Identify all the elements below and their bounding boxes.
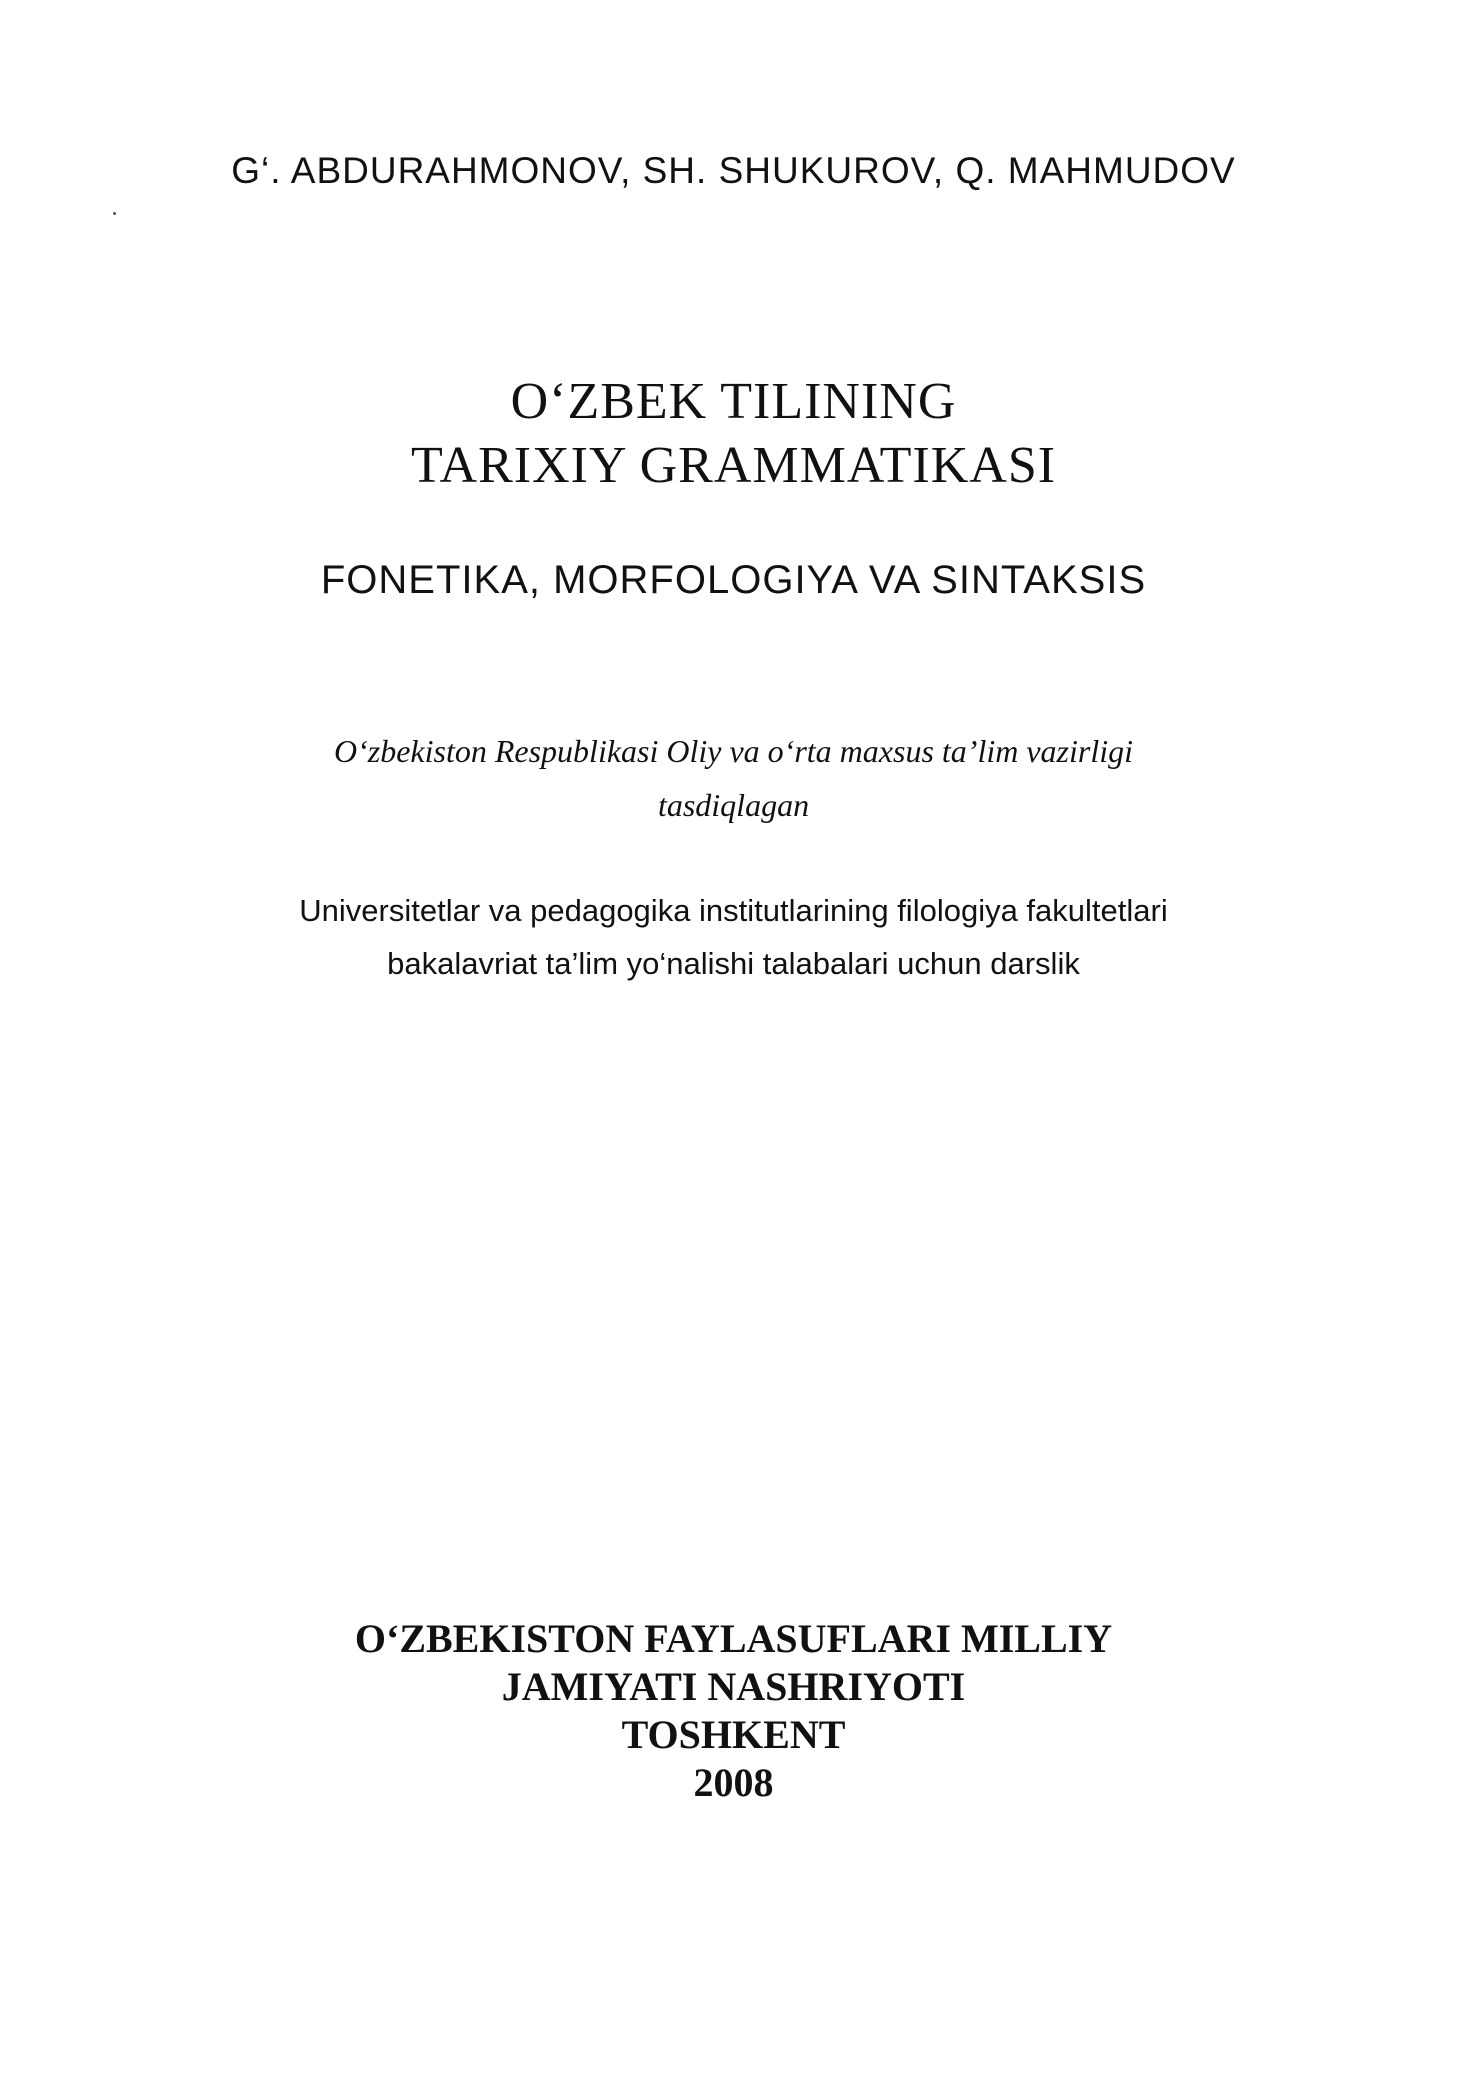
publisher-name-line-2: JAMIYATI NASHRIYOTI	[501, 1664, 966, 1709]
publisher-name-line-1: O‘ZBEKISTON FAYLASUFLARI MILLIY	[354, 1616, 1113, 1661]
publication-year: 2008	[693, 1760, 774, 1805]
authors-line: G‘. ABDURAHMONOV, SH. SHUKUROV, Q. MAHMUDOV	[231, 150, 1236, 191]
publication-city: TOSHKENT	[621, 1712, 846, 1757]
book-title-line-1: O‘ZBEK TILINING	[510, 373, 957, 430]
scan-speck	[113, 212, 116, 215]
approval-note-line-1: O‘zbekiston Respublikasi Oliy va o‘rta maxsus ta’lim vazirligi	[333, 733, 1133, 769]
book-subtitle: FONETIKA, MORFOLOGIYA VA SINTAKSIS	[320, 558, 1147, 602]
book-title-line-2: TARIXIY GRAMMATIKASI	[410, 437, 1057, 494]
approval-note-line-2: tasdiqlagan	[657, 787, 810, 823]
audience-note-line-1: Universitetlar va pedagogika institutlarining filologiya fakultetlari	[299, 893, 1168, 928]
audience-note-line-2: bakalavriat ta’lim yo‘nalishi talabalari uchun darslik	[387, 946, 1080, 981]
